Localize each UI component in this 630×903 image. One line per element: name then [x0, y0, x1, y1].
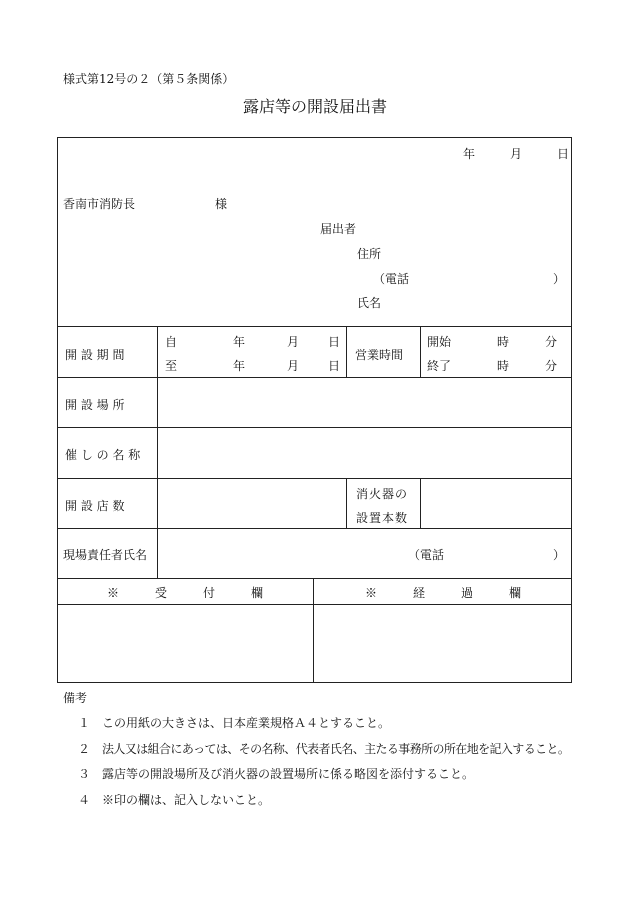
- remark-item-1: [78, 714, 390, 731]
- divider-footer-head: [57, 604, 572, 605]
- applicant-phone-close: ）: [553, 272, 566, 286]
- applicant-name-label: 氏名: [357, 296, 382, 310]
- divider-stores-ext: [346, 478, 347, 528]
- divider-location: [57, 427, 572, 428]
- divider-period-hours: [346, 326, 347, 377]
- hours-label: 営業時間: [355, 348, 404, 362]
- extinguisher-label-line2: 設置本数: [356, 511, 409, 525]
- address-label: 住所: [357, 247, 382, 261]
- divider-stores: [57, 528, 572, 529]
- addressee-name: 香南市消防長: [63, 197, 136, 211]
- hours-start-minute: 分: [545, 335, 558, 349]
- divider-header: [57, 326, 572, 327]
- remark-item-4: [78, 791, 270, 808]
- period-from-month: 月: [287, 335, 300, 349]
- manager-phone-open: （電話: [408, 548, 445, 562]
- period-from-label: 自: [165, 335, 178, 349]
- remark-text: ※印の欄は、記入しないこと。: [102, 793, 271, 807]
- progress-column-header: ※ 経 過 欄: [364, 586, 521, 600]
- location-label: 開 設 場 所: [65, 398, 125, 412]
- date-day-label: 日: [557, 147, 570, 161]
- applicant-label: 届出者: [320, 222, 357, 236]
- period-label: 開 設 期 間: [65, 348, 125, 362]
- event-name-label: 催 し の 名 称: [65, 448, 141, 462]
- remark-number: ４: [78, 793, 91, 807]
- store-count-label: 開 設 店 数: [65, 499, 125, 513]
- remark-item-3: [78, 765, 474, 782]
- remark-number: ３: [78, 767, 91, 781]
- remark-text: 露店等の開設場所及び消火器の設置場所に係る略図を添付すること。: [102, 767, 475, 781]
- remark-item-2: [78, 740, 569, 757]
- hours-start-hour: 時: [497, 335, 510, 349]
- form-frame: [57, 137, 572, 683]
- date-month-label: 月: [510, 147, 523, 161]
- remark-text: この用紙の大きさは、日本産業規格Ａ４とすること。: [102, 716, 391, 730]
- period-to-month: 月: [287, 359, 300, 373]
- period-to-label: 至: [165, 359, 178, 373]
- period-to-year: 年: [233, 359, 246, 373]
- document-title: 露店等の開設届出書: [242, 97, 387, 116]
- form-number: 様式第12号の２（第５条関係）: [63, 72, 235, 86]
- divider-label-col: [157, 326, 158, 578]
- divider-hours-label: [420, 326, 421, 377]
- period-from-day: 日: [328, 335, 341, 349]
- remark-text: 法人又は組合にあっては、その名称、代表者氏名、主たる事務所の所在地を記入すること。: [102, 742, 570, 756]
- date-year-label: 年: [463, 147, 476, 161]
- period-from-year: 年: [233, 335, 246, 349]
- hours-end-label: 終了: [427, 359, 452, 373]
- hours-end-minute: 分: [545, 359, 558, 373]
- manager-phone-close: ）: [553, 548, 566, 562]
- remarks-title: 備考: [63, 691, 88, 705]
- divider-ext-value: [420, 478, 421, 528]
- hours-start-label: 開始: [427, 335, 452, 349]
- extinguisher-label-line1: 消火器の: [356, 487, 409, 501]
- divider-period: [57, 377, 572, 378]
- remark-number: １: [78, 716, 91, 730]
- remark-number: ２: [78, 742, 91, 756]
- applicant-phone-open: （電話: [373, 272, 410, 286]
- reception-column-header: ※ 受 付 欄: [106, 586, 263, 600]
- divider-manager: [57, 578, 572, 579]
- hours-end-hour: 時: [497, 359, 510, 373]
- addressee-honorific: 様: [215, 197, 228, 211]
- manager-name-label: 現場責任者氏名: [63, 548, 148, 562]
- divider-event: [57, 478, 572, 479]
- period-to-day: 日: [328, 359, 341, 373]
